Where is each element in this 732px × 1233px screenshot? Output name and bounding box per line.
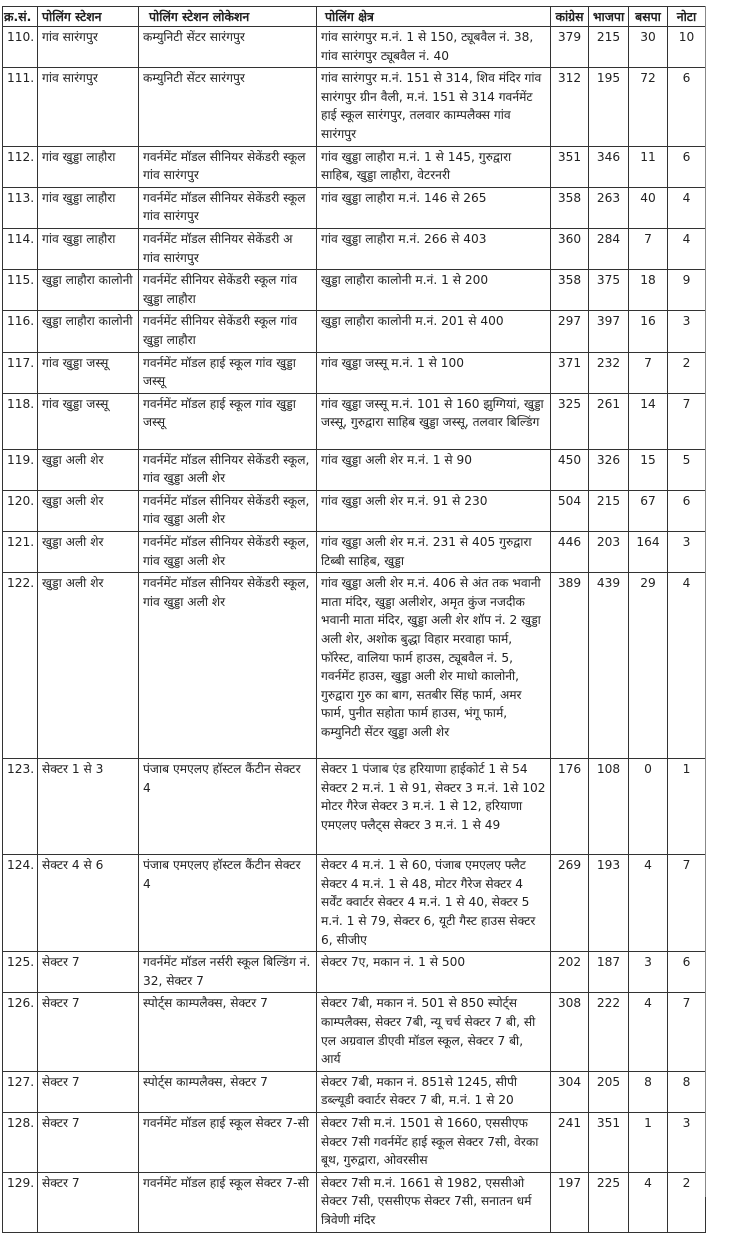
congress-votes-cell: 360 <box>551 228 589 269</box>
area-cell: गांव सारंगपुर म.नं. 151 से 314, शिव मंदिर गांव सारंगपुर ग्रीन वैली, म.नं. 151 से 314 गवर्नमेंट हाई स्कूल सारंगपुर, तलवार काम्पलैक्स गांव सारंगपुर <box>317 68 551 146</box>
congress-votes-cell: 241 <box>551 1112 589 1172</box>
location-cell: स्पोर्ट्स काम्पलैक्स, सेक्टर 7 <box>139 1071 317 1112</box>
nota-votes-cell: 8 <box>668 1071 706 1112</box>
station-cell: गांव खुड्डा लाहौरा <box>38 187 139 228</box>
location-cell: गवर्नमेंट मॉडल सीनियर सेकेंडरी स्कूल, गांव खुड्डा अली शेर <box>139 490 317 531</box>
nota-votes-cell: 6 <box>668 490 706 531</box>
serial-cell: 115. <box>3 270 38 311</box>
serial-cell: 119. <box>3 449 38 490</box>
bsp-votes-cell: 11 <box>629 146 668 187</box>
table-row <box>3 1172 706 1232</box>
location-cell: कम्युनिटी सेंटर सारंगपुर <box>139 27 317 68</box>
station-cell: खुड्डा लाहौरा कालोनी <box>38 311 139 352</box>
area-cell: गांव खुड्डा जस्सू म.नं. 101 से 160 झुग्गियां, खुड्डा जस्सू, गुरुद्वारा साहिब खुड्डा जस्सू, तलवार बिल्डिंग <box>317 393 551 449</box>
bjp-votes-cell: 326 <box>589 449 629 490</box>
congress-votes-cell: 269 <box>551 855 589 952</box>
nota-votes-cell: 4 <box>668 228 706 269</box>
table-row <box>3 490 706 531</box>
table-row <box>3 759 706 855</box>
nota-votes-cell: 10 <box>668 27 706 68</box>
congress-votes-cell: 197 <box>551 1172 589 1232</box>
congress-votes-cell: 202 <box>551 952 589 993</box>
congress-votes-cell: 389 <box>551 573 589 759</box>
bjp-votes-cell: 284 <box>589 228 629 269</box>
area-cell: गांव खुड्डा अली शेर म.नं. 231 से 405 गुरुद्वारा टिब्बी साहिब, खुड्डा <box>317 532 551 573</box>
nota-votes-cell: 4 <box>668 573 706 759</box>
congress-votes-cell: 308 <box>551 993 589 1071</box>
congress-votes-cell: 176 <box>551 759 589 855</box>
area-cell: खुड्डा लाहौरा कालोनी म.नं. 1 से 200 <box>317 270 551 311</box>
bsp-votes-cell: 7 <box>629 228 668 269</box>
location-cell: गवर्नमेंट मॉडल सीनियर सेकेंडरी स्कूल, गांव खुड्डा अली शेर <box>139 573 317 759</box>
station-cell: सेक्टर 7 <box>38 993 139 1071</box>
location-cell: गवर्नमेंट मॉडल सीनियर सेकेंडरी स्कूल, गांव खुड्डा अली शेर <box>139 532 317 573</box>
serial-cell: 124. <box>3 855 38 952</box>
nota-votes-cell: 6 <box>668 68 706 146</box>
bjp-votes-cell: 108 <box>589 759 629 855</box>
area-cell: खुड्डा लाहौरा कालोनी म.नं. 201 से 400 <box>317 311 551 352</box>
table-row <box>3 952 706 993</box>
serial-cell: 121. <box>3 532 38 573</box>
serial-cell: 122. <box>3 573 38 759</box>
serial-cell: 120. <box>3 490 38 531</box>
location-cell: पंजाब एमएलए हॉस्टल कैंटीन सेक्टर 4 <box>139 759 317 855</box>
table-row <box>3 228 706 269</box>
nota-votes-cell: 3 <box>668 532 706 573</box>
table-row <box>3 352 706 393</box>
nota-votes-cell: 2 <box>668 352 706 393</box>
bsp-votes-cell: 1 <box>629 1112 668 1172</box>
bsp-votes-cell: 0 <box>629 759 668 855</box>
bsp-votes-cell: 8 <box>629 1071 668 1112</box>
nota-votes-cell: 4 <box>668 187 706 228</box>
bjp-votes-cell: 215 <box>589 27 629 68</box>
nota-votes-cell: 3 <box>668 1112 706 1172</box>
header-nota: नोटा <box>668 7 706 27</box>
bjp-votes-cell: 375 <box>589 270 629 311</box>
bjp-votes-cell: 346 <box>589 146 629 187</box>
table-row <box>3 1112 706 1172</box>
bsp-votes-cell: 30 <box>629 27 668 68</box>
header-location: पोलिंग स्टेशन लोकेशन <box>139 7 317 27</box>
table-row <box>3 187 706 228</box>
serial-cell: 116. <box>3 311 38 352</box>
congress-votes-cell: 446 <box>551 532 589 573</box>
congress-votes-cell: 351 <box>551 146 589 187</box>
congress-votes-cell: 312 <box>551 68 589 146</box>
header-bsp: बसपा <box>629 7 668 27</box>
serial-cell: 118. <box>3 393 38 449</box>
serial-cell: 110. <box>3 27 38 68</box>
location-cell: गवर्नमेंट सीनियर सेकेंडरी स्कूल गांव खुड्डा लाहौरा <box>139 270 317 311</box>
nota-votes-cell: 6 <box>668 146 706 187</box>
table-header-row <box>3 7 706 27</box>
serial-cell: 112. <box>3 146 38 187</box>
congress-votes-cell: 504 <box>551 490 589 531</box>
station-cell: गांव खुड्डा जस्सू <box>38 352 139 393</box>
station-cell: सेक्टर 7 <box>38 1071 139 1112</box>
area-cell: गांव खुड्डा अली शेर म.नं. 1 से 90 <box>317 449 551 490</box>
location-cell: गवर्नमेंट मॉडल नर्सरी स्कूल बिल्डिंग नं. 32, सेक्टर 7 <box>139 952 317 993</box>
bjp-votes-cell: 232 <box>589 352 629 393</box>
congress-votes-cell: 379 <box>551 27 589 68</box>
location-cell: गवर्नमेंट मॉडल सीनियर सेकेंडरी स्कूल, गांव खुड्डा अली शेर <box>139 449 317 490</box>
table-row <box>3 1071 706 1112</box>
area-cell: गांव खुड्डा लाहौरा म.नं. 1 से 145, गुरुद्वारा साहिब, खुड्डा लाहौरा, वेटरनरी <box>317 146 551 187</box>
table-row <box>3 311 706 352</box>
congress-votes-cell: 325 <box>551 393 589 449</box>
bsp-votes-cell: 29 <box>629 573 668 759</box>
bjp-votes-cell: 263 <box>589 187 629 228</box>
nota-votes-cell: 9 <box>668 270 706 311</box>
bjp-votes-cell: 222 <box>589 993 629 1071</box>
header-area: पोलिंग क्षेत्र <box>317 7 551 27</box>
station-cell: सेक्टर 7 <box>38 1112 139 1172</box>
bsp-votes-cell: 4 <box>629 1172 668 1232</box>
serial-cell: 111. <box>3 68 38 146</box>
area-cell: गांव खुड्डा लाहौरा म.नं. 266 से 403 <box>317 228 551 269</box>
header-congress: कांग्रेस <box>551 7 589 27</box>
header-serial: क्र.सं. <box>3 7 38 27</box>
serial-cell: 129. <box>3 1172 38 1232</box>
bjp-votes-cell: 195 <box>589 68 629 146</box>
bsp-votes-cell: 16 <box>629 311 668 352</box>
station-cell: खुड्डा अली शेर <box>38 573 139 759</box>
bsp-votes-cell: 18 <box>629 270 668 311</box>
area-cell: सेक्टर 4 म.नं. 1 से 60, पंजाब एमएलए फ्लैट सेक्टर 4 म.नं. 1 से 48, मोटर गैरेज सेक्टर 4 सर्वेंट क्वार्टर सेक्टर 4 म.नं. 1 से 40, सेक्टर 5 म.नं. 1 से 79, सेक्टर 6, यूटी गैस्ट हाउस सेक्टर 6, सीजीए <box>317 855 551 952</box>
station-cell: सेक्टर 7 <box>38 952 139 993</box>
location-cell: गवर्नमेंट मॉडल सीनियर सेकेंडरी स्कूल गांव सारंगपुर <box>139 187 317 228</box>
page-edge-line <box>705 6 706 1197</box>
area-cell: गांव खुड्डा अली शेर म.नं. 406 से अंत तक भवानी माता मंदिर, खुड्डा अलीशेर, अमृत कुंज नजदीक भवानी माता मंदिर, खुड्डा अली शेर शॉप नं. 2 खुड्डा अली शेर, अशोक बुद्धा विहार मरवाहा फार्म, फॉरेस्ट, वालिया फार्म हाउस, ट्यूबवैल नं. 5, गवर्नमेंट हाउस, खुड्डा अली शेर माधो कालोनी, गुरुद्वारा गुरु का बाग, सतबीर सिंह फार्म, अमर फार्म, पुनीत सहोता फार्म हाउस, भंगू फार्म, कम्युनिटी सेंटर खुड्डा अली शेर <box>317 573 551 759</box>
congress-votes-cell: 297 <box>551 311 589 352</box>
station-cell: सेक्टर 1 से 3 <box>38 759 139 855</box>
bjp-votes-cell: 261 <box>589 393 629 449</box>
bjp-votes-cell: 225 <box>589 1172 629 1232</box>
station-cell: गांव सारंगपुर <box>38 27 139 68</box>
location-cell: गवर्नमेंट मॉडल हाई स्कूल सेक्टर 7-सी <box>139 1112 317 1172</box>
bjp-votes-cell: 205 <box>589 1071 629 1112</box>
location-cell: गवर्नमेंट मॉडल हाई स्कूल गांव खुड्डा जस्सू <box>139 393 317 449</box>
congress-votes-cell: 358 <box>551 270 589 311</box>
station-cell: सेक्टर 4 से 6 <box>38 855 139 952</box>
nota-votes-cell: 7 <box>668 993 706 1071</box>
serial-cell: 123. <box>3 759 38 855</box>
serial-cell: 113. <box>3 187 38 228</box>
bjp-votes-cell: 193 <box>589 855 629 952</box>
bjp-votes-cell: 215 <box>589 490 629 531</box>
table-row <box>3 68 706 146</box>
location-cell: गवर्नमेंट मॉडल सीनियर सेकेंडरी स्कूल गांव सारंगपुर <box>139 146 317 187</box>
table-row <box>3 27 706 68</box>
polling-results-table <box>2 6 706 1233</box>
location-cell: गवर्नमेंट मॉडल सीनियर सेकेंडरी अ गांव सारंगपुर <box>139 228 317 269</box>
station-cell: गांव सारंगपुर <box>38 68 139 146</box>
nota-votes-cell: 7 <box>668 393 706 449</box>
table-row <box>3 270 706 311</box>
table-row <box>3 573 706 759</box>
nota-votes-cell: 2 <box>668 1172 706 1232</box>
location-cell: गवर्नमेंट मॉडल हाई स्कूल सेक्टर 7-सी <box>139 1172 317 1232</box>
nota-votes-cell: 5 <box>668 449 706 490</box>
station-cell: खुड्डा अली शेर <box>38 532 139 573</box>
table-row <box>3 393 706 449</box>
bsp-votes-cell: 7 <box>629 352 668 393</box>
location-cell: कम्युनिटी सेंटर सारंगपुर <box>139 68 317 146</box>
area-cell: गांव खुड्डा जस्सू म.नं. 1 से 100 <box>317 352 551 393</box>
bsp-votes-cell: 14 <box>629 393 668 449</box>
table-row <box>3 146 706 187</box>
station-cell: गांव खुड्डा लाहौरा <box>38 228 139 269</box>
serial-cell: 114. <box>3 228 38 269</box>
bjp-votes-cell: 203 <box>589 532 629 573</box>
area-cell: गांव खुड्डा लाहौरा म.नं. 146 से 265 <box>317 187 551 228</box>
table-row <box>3 532 706 573</box>
station-cell: खुड्डा अली शेर <box>38 490 139 531</box>
area-cell: सेक्टर 7बी, मकान नं. 851से 1245, सीपी डब्ल्यूडी क्वार्टर सेक्टर 7 बी, म.नं. 1 से 20 <box>317 1071 551 1112</box>
nota-votes-cell: 6 <box>668 952 706 993</box>
bsp-votes-cell: 72 <box>629 68 668 146</box>
serial-cell: 117. <box>3 352 38 393</box>
station-cell: सेक्टर 7 <box>38 1172 139 1232</box>
congress-votes-cell: 304 <box>551 1071 589 1112</box>
area-cell: सेक्टर 1 पंजाब एंड हरियाणा हाईकोर्ट 1 से 54 सेक्टर 2 म.नं. 1 से 91, सेक्टर 3 म.नं. 1से 102 मोटर गैरेज सेक्टर 3 म.नं. 1 से 12, हरियाणा एमएलए फ्लैट्स सेक्टर 3 म.नं. 1 से 49 <box>317 759 551 855</box>
serial-cell: 125. <box>3 952 38 993</box>
location-cell: गवर्नमेंट मॉडल हाई स्कूल गांव खुड्डा जस्सू <box>139 352 317 393</box>
bjp-votes-cell: 397 <box>589 311 629 352</box>
bsp-votes-cell: 4 <box>629 993 668 1071</box>
area-cell: गांव खुड्डा अली शेर म.नं. 91 से 230 <box>317 490 551 531</box>
nota-votes-cell: 1 <box>668 759 706 855</box>
station-cell: खुड्डा लाहौरा कालोनी <box>38 270 139 311</box>
bjp-votes-cell: 187 <box>589 952 629 993</box>
bsp-votes-cell: 40 <box>629 187 668 228</box>
congress-votes-cell: 358 <box>551 187 589 228</box>
bsp-votes-cell: 4 <box>629 855 668 952</box>
nota-votes-cell: 3 <box>668 311 706 352</box>
station-cell: खुड्डा अली शेर <box>38 449 139 490</box>
area-cell: सेक्टर 7ए, मकान नं. 1 से 500 <box>317 952 551 993</box>
serial-cell: 128. <box>3 1112 38 1172</box>
station-cell: गांव खुड्डा लाहौरा <box>38 146 139 187</box>
bsp-votes-cell: 164 <box>629 532 668 573</box>
area-cell: सेक्टर 7सी म.नं. 1501 से 1660, एससीएफ सेक्टर 7सी गवर्नमेंट हाई स्कूल सेक्टर 7सी, वेरका बूथ, गुरुद्वारा, ओवरसीस <box>317 1112 551 1172</box>
station-cell: गांव खुड्डा जस्सू <box>38 393 139 449</box>
location-cell: पंजाब एमएलए हॉस्टल कैंटीन सेक्टर 4 <box>139 855 317 952</box>
header-station: पोलिंग स्टेशन <box>38 7 139 27</box>
location-cell: गवर्नमेंट सीनियर सेकेंडरी स्कूल गांव खुड्डा लाहौरा <box>139 311 317 352</box>
serial-cell: 127. <box>3 1071 38 1112</box>
bsp-votes-cell: 67 <box>629 490 668 531</box>
area-cell: गांव सारंगपुर म.नं. 1 से 150, ट्यूबवैल नं. 38, गांव सारंगपुर ट्यूबवैल नं. 40 <box>317 27 551 68</box>
bsp-votes-cell: 15 <box>629 449 668 490</box>
bsp-votes-cell: 3 <box>629 952 668 993</box>
nota-votes-cell: 7 <box>668 855 706 952</box>
congress-votes-cell: 450 <box>551 449 589 490</box>
location-cell: स्पोर्ट्स काम्पलैक्स, सेक्टर 7 <box>139 993 317 1071</box>
bjp-votes-cell: 351 <box>589 1112 629 1172</box>
table-body <box>3 27 706 1233</box>
area-cell: सेक्टर 7सी म.नं. 1661 से 1982, एससीओ सेक्टर 7सी, एससीएफ सेक्टर 7सी, सनातन धर्म त्रिवेणी मंदिर <box>317 1172 551 1232</box>
header-bjp: भाजपा <box>589 7 629 27</box>
table-row <box>3 855 706 952</box>
congress-votes-cell: 371 <box>551 352 589 393</box>
table-row <box>3 993 706 1071</box>
table-row <box>3 449 706 490</box>
serial-cell: 126. <box>3 993 38 1071</box>
bjp-votes-cell: 439 <box>589 573 629 759</box>
area-cell: सेक्टर 7बी, मकान नं. 501 से 850 स्पोर्ट्स काम्पलैक्स, सेक्टर 7बी, न्यू चर्च सेक्टर 7 बी, सी एल अग्रवाल डीएवी मॉडल स्कूल, सेक्टर 7 बी, आर्य <box>317 993 551 1071</box>
